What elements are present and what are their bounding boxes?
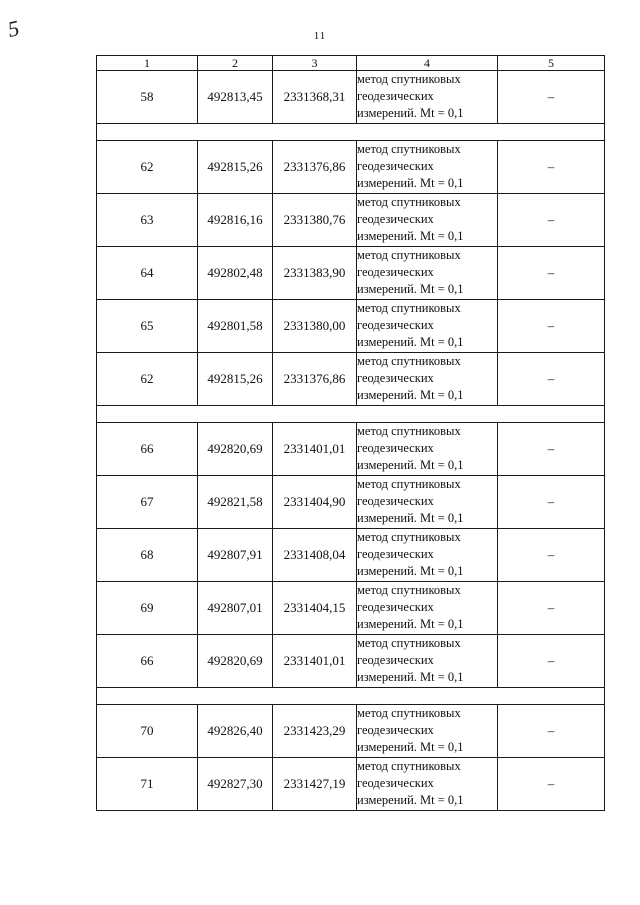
method-line-2: геодезических: [357, 371, 434, 385]
y-coordinate-cell: 2331376,86: [273, 141, 357, 194]
y-coordinate-cell: 2331427,19: [273, 758, 357, 811]
table-row: [97, 582, 605, 635]
description-cell: –: [498, 423, 605, 476]
column-header-description: 5: [498, 56, 605, 71]
method-line-1: метод спутниковых: [357, 530, 461, 544]
description-cell: –: [498, 582, 605, 635]
method-line-1: метод спутниковых: [357, 477, 461, 491]
separator-cell: [97, 406, 605, 423]
method-line-2: геодезических: [357, 159, 434, 173]
separator-cell: [97, 688, 605, 705]
description-cell: –: [498, 476, 605, 529]
description-cell: –: [498, 705, 605, 758]
point-number-cell: 67: [97, 476, 198, 529]
method-line-1: метод спутниковых: [357, 301, 461, 315]
method-line-2: геодезических: [357, 318, 434, 332]
point-number-cell: 66: [97, 423, 198, 476]
y-coordinate-cell: 2331383,90: [273, 247, 357, 300]
description-cell: –: [498, 529, 605, 582]
method-cell: [357, 705, 498, 758]
method-line-1: метод спутниковых: [357, 706, 461, 720]
method-line-3: измерений. Mt = 0,1: [357, 793, 464, 807]
x-coordinate-cell: 492801,58: [198, 300, 273, 353]
table-row: [97, 705, 605, 758]
column-header-method: 4: [357, 56, 498, 71]
method-line-3: измерений. Mt = 0,1: [357, 617, 464, 631]
description-cell: –: [498, 141, 605, 194]
table-separator-row: [97, 406, 605, 423]
method-line-3: измерений. Mt = 0,1: [357, 282, 464, 296]
x-coordinate-cell: 492816,16: [198, 194, 273, 247]
method-line-3: измерений. Mt = 0,1: [357, 335, 464, 349]
description-cell: –: [498, 300, 605, 353]
method-line-2: геодезических: [357, 441, 434, 455]
point-number-cell: 65: [97, 300, 198, 353]
page-number: 11: [313, 30, 327, 42]
y-coordinate-cell: 2331380,76: [273, 194, 357, 247]
method-cell: [357, 71, 498, 124]
column-header-point-number: 1: [97, 56, 198, 71]
method-line-2: геодезических: [357, 723, 434, 737]
description-cell: –: [498, 758, 605, 811]
y-coordinate-cell: 2331401,01: [273, 423, 357, 476]
method-line-2: геодезических: [357, 653, 434, 667]
x-coordinate-cell: 492820,69: [198, 423, 273, 476]
table-header-row: [97, 56, 605, 71]
handwritten-margin-mark: 5: [5, 15, 22, 42]
y-coordinate-cell: 2331376,86: [273, 353, 357, 406]
y-coordinate-cell: 2331368,31: [273, 71, 357, 124]
point-number-cell: 62: [97, 353, 198, 406]
x-coordinate-cell: 492815,26: [198, 141, 273, 194]
table-row: [97, 476, 605, 529]
method-line-2: геодезических: [357, 776, 434, 790]
separator-cell: [97, 124, 605, 141]
method-line-2: геодезических: [357, 212, 434, 226]
method-line-2: геодезических: [357, 265, 434, 279]
table-row: [97, 194, 605, 247]
table-row: [97, 758, 605, 811]
method-line-1: метод спутниковых: [357, 636, 461, 650]
method-line-2: геодезических: [357, 89, 434, 103]
method-cell: [357, 300, 498, 353]
method-line-3: измерений. Mt = 0,1: [357, 388, 464, 402]
table-row: [97, 71, 605, 124]
x-coordinate-cell: 492813,45: [198, 71, 273, 124]
method-cell: [357, 194, 498, 247]
method-cell: [357, 529, 498, 582]
point-number-cell: 69: [97, 582, 198, 635]
method-line-1: метод спутниковых: [357, 354, 461, 368]
point-number-cell: 64: [97, 247, 198, 300]
method-line-3: измерений. Mt = 0,1: [357, 670, 464, 684]
table-body: [97, 71, 605, 811]
method-line-1: метод спутниковых: [357, 424, 461, 438]
method-cell: [357, 635, 498, 688]
method-line-2: геодезических: [357, 600, 434, 614]
y-coordinate-cell: 2331404,90: [273, 476, 357, 529]
x-coordinate-cell: 492802,48: [198, 247, 273, 300]
y-coordinate-cell: 2331401,01: [273, 635, 357, 688]
method-line-1: метод спутниковых: [357, 583, 461, 597]
table-row: [97, 141, 605, 194]
description-cell: –: [498, 194, 605, 247]
table-row: [97, 353, 605, 406]
description-cell: –: [498, 353, 605, 406]
x-coordinate-cell: 492815,26: [198, 353, 273, 406]
y-coordinate-cell: 2331423,29: [273, 705, 357, 758]
method-cell: [357, 758, 498, 811]
method-line-2: геодезических: [357, 547, 434, 561]
point-number-cell: 70: [97, 705, 198, 758]
table-row: [97, 423, 605, 476]
point-number-cell: 62: [97, 141, 198, 194]
point-number-cell: 63: [97, 194, 198, 247]
method-line-3: измерений. Mt = 0,1: [357, 176, 464, 190]
method-cell: [357, 247, 498, 300]
description-cell: –: [498, 635, 605, 688]
method-cell: [357, 582, 498, 635]
method-line-3: измерений. Mt = 0,1: [357, 564, 464, 578]
column-header-x: 2: [198, 56, 273, 71]
x-coordinate-cell: 492807,91: [198, 529, 273, 582]
method-line-3: измерений. Mt = 0,1: [357, 106, 464, 120]
table-separator-row: [97, 124, 605, 141]
y-coordinate-cell: 2331404,15: [273, 582, 357, 635]
table-row: [97, 247, 605, 300]
x-coordinate-cell: 492820,69: [198, 635, 273, 688]
table-row: [97, 529, 605, 582]
point-number-cell: 68: [97, 529, 198, 582]
point-number-cell: 58: [97, 71, 198, 124]
method-cell: [357, 353, 498, 406]
method-line-1: метод спутниковых: [357, 248, 461, 262]
method-line-3: измерений. Mt = 0,1: [357, 229, 464, 243]
point-number-cell: 66: [97, 635, 198, 688]
method-line-1: метод спутниковых: [357, 142, 461, 156]
method-line-3: измерений. Mt = 0,1: [357, 511, 464, 525]
y-coordinate-cell: 2331380,00: [273, 300, 357, 353]
description-cell: –: [498, 247, 605, 300]
x-coordinate-cell: 492826,40: [198, 705, 273, 758]
method-line-1: метод спутниковых: [357, 759, 461, 773]
method-line-1: метод спутниковых: [357, 195, 461, 209]
method-line-1: метод спутниковых: [357, 72, 461, 86]
description-cell: –: [498, 71, 605, 124]
coordinates-table: [96, 55, 605, 811]
x-coordinate-cell: 492827,30: [198, 758, 273, 811]
x-coordinate-cell: 492821,58: [198, 476, 273, 529]
method-cell: [357, 476, 498, 529]
table-row: [97, 635, 605, 688]
method-cell: [357, 423, 498, 476]
y-coordinate-cell: 2331408,04: [273, 529, 357, 582]
method-cell: [357, 141, 498, 194]
method-line-2: геодезических: [357, 494, 434, 508]
method-line-3: измерений. Mt = 0,1: [357, 740, 464, 754]
point-number-cell: 71: [97, 758, 198, 811]
table-row: [97, 300, 605, 353]
method-line-3: измерений. Mt = 0,1: [357, 458, 464, 472]
column-header-y: 3: [273, 56, 357, 71]
x-coordinate-cell: 492807,01: [198, 582, 273, 635]
table-separator-row: [97, 688, 605, 705]
